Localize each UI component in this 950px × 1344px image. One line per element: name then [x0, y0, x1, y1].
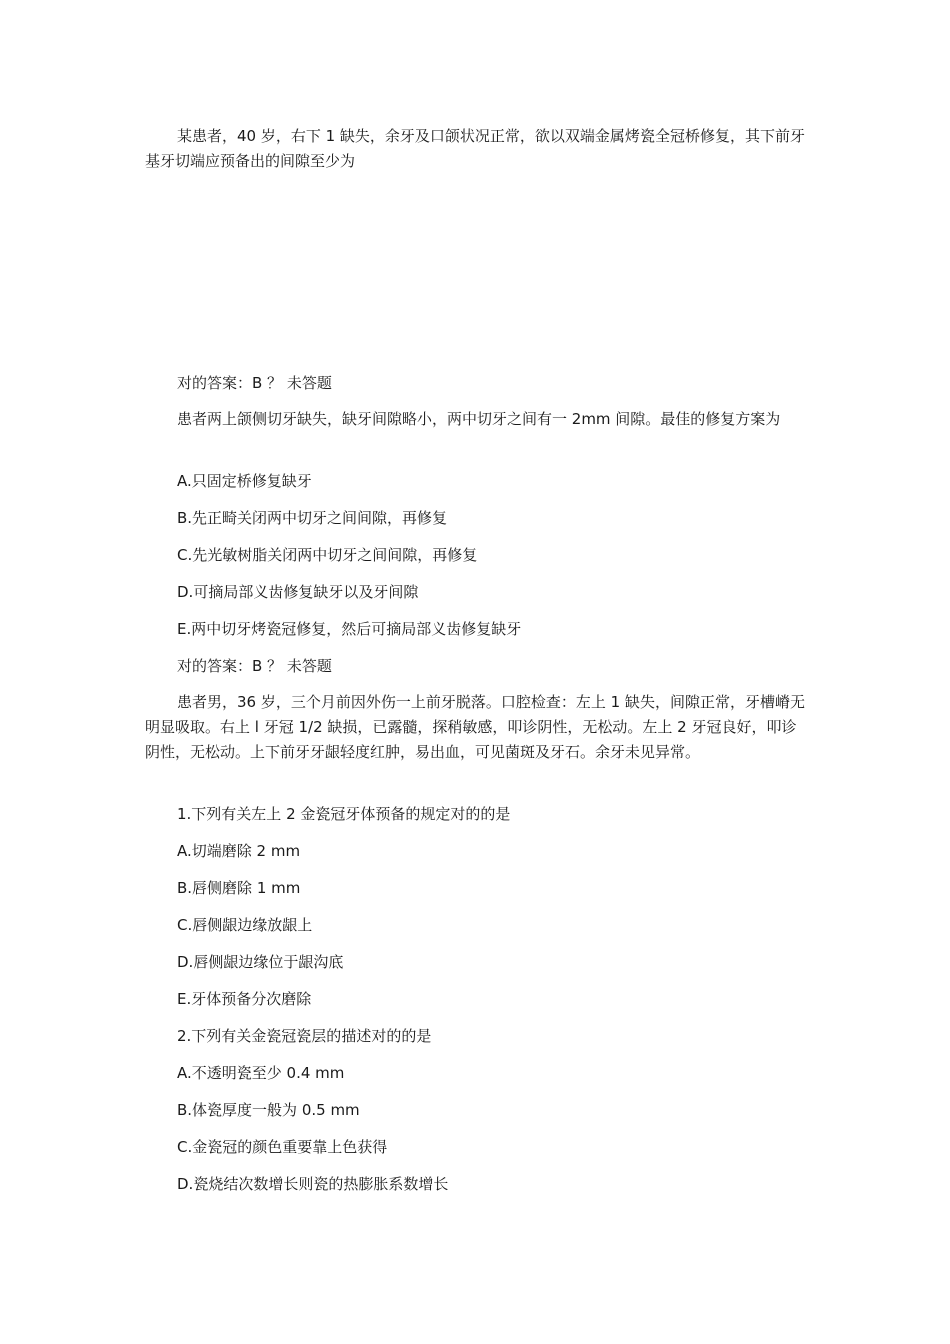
q2-option-c: C.先光敏树脂关闭两中切牙之间间隙，再修复: [177, 546, 478, 564]
case-q2-option-b: B.体瓷厚度一般为 0.5 mm: [177, 1101, 360, 1119]
case-q1-option-b: B.唇侧磨除 1 mm: [177, 879, 301, 897]
case-q1-option-c: C.唇侧龈边缘放龈上: [177, 916, 313, 934]
q2-stem: 患者两上颌侧切牙缺失，缺牙间隙略小，两中切牙之间有一 2mm 间隙。最佳的修复方案为: [177, 410, 781, 428]
case-stem: 患者男，36 岁，三个月前因外伤一上前牙脱落。口腔检查：左上 1 缺失，间隙正常，牙槽嵴无明显吸取。右上 l 牙冠 1/2 缺损，已露髓，探稍敏感，叩诊阴性，无松动。左上 2 牙冠良好，叩诊阴性，无松动。上下前牙牙龈轻度红肿，易出血，可见菌斑及牙石。余牙未见异常。: [145, 693, 805, 761]
case-q2-option-d: D.瓷烧结次数增长则瓷的热膨胀系数增长: [177, 1175, 449, 1193]
q1-stem: 某患者，40 岁，右下 1 缺失，余牙及口颌状况正常，欲以双端金属烤瓷全冠桥修复，其下前牙基牙切端应预备出的间隙至少为: [145, 127, 805, 170]
case-q1-option-d: D.唇侧龈边缘位于龈沟底: [177, 953, 344, 971]
q2-option-d: D.可摘局部义齿修复缺牙以及牙间隙: [177, 583, 419, 601]
q2-option-b: B.先正畸关闭两中切牙之间间隙，再修复: [177, 509, 448, 527]
case-q2-question: 2.下列有关金瓷冠瓷层的描述对的的是: [177, 1027, 432, 1045]
case-q1-option-e: E.牙体预备分次磨除: [177, 990, 312, 1008]
case-q1-question: 1.下列有关左上 2 金瓷冠牙体预备的规定对的的是: [177, 805, 511, 823]
q1-answer: 对的答案：B ？ 未答题: [177, 374, 332, 392]
case-q2-option-c: C.金瓷冠的颜色重要靠上色获得: [177, 1138, 388, 1156]
case-q2-option-a: A.不透明瓷至少 0.4 mm: [177, 1064, 345, 1082]
q2-option-e: E.两中切牙烤瓷冠修复，然后可摘局部义齿修复缺牙: [177, 620, 522, 638]
q2-answer: 对的答案：B ？ 未答题: [177, 657, 332, 675]
q2-option-a: A.只固定桥修复缺牙: [177, 472, 312, 490]
case-q1-option-a: A.切端磨除 2 mm: [177, 842, 301, 860]
